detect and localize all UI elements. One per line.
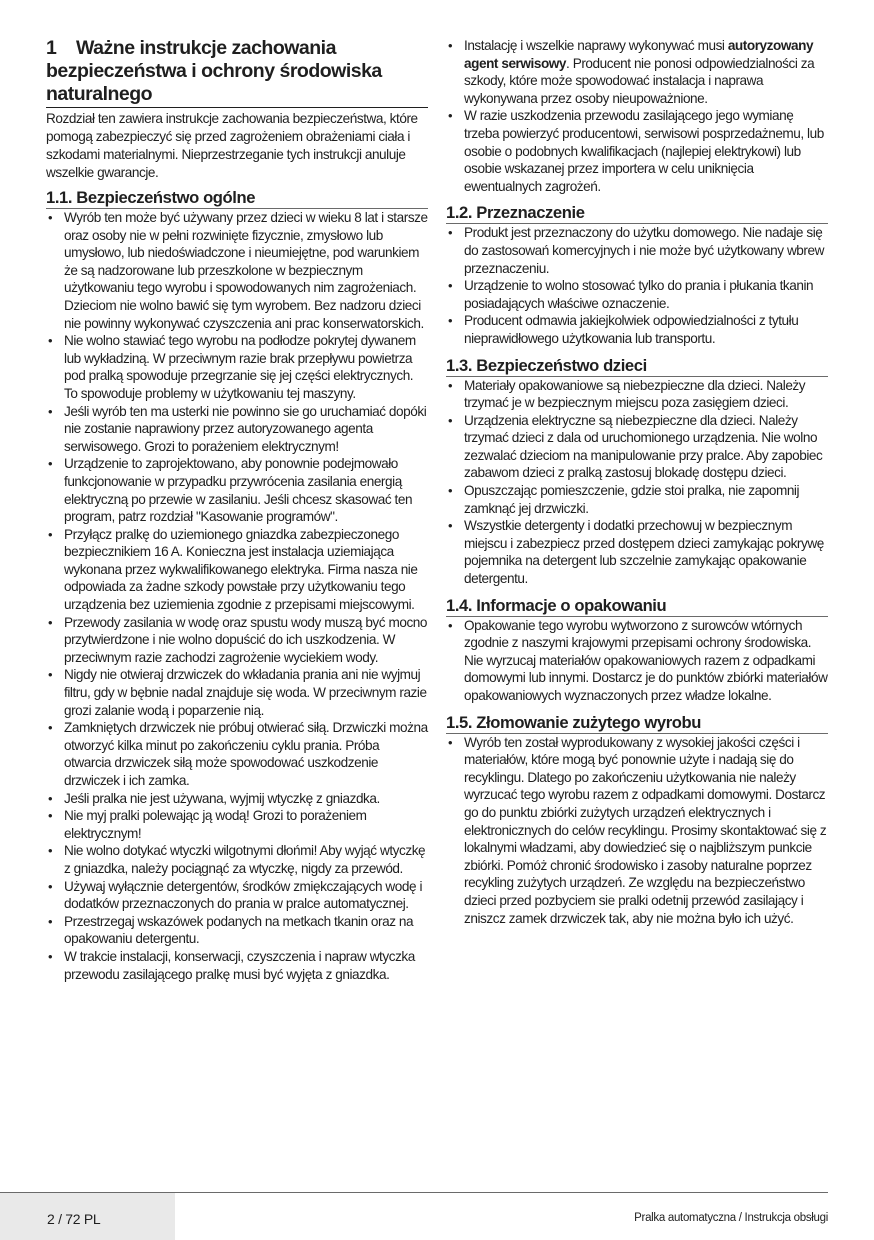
bullet-list-continued [446,37,828,195]
list-item [446,37,828,107]
list-item: • W razie uszkodzenia przewodu zasilającego jego wymianę trzeba powierzyć producentowi, serwisowi posprzedażnemu, lub osobie o podobnych kwalifikacjach (najlepiej elektrykowi) lub osobie wskazanej przez importera w celu uniknięcia ewentualnych zagrożeń. [446,107,828,195]
list-item: • Produkt jest przeznaczony do użytku domowego. Nie nadaje się do zastosowań komercyjnych i nie może być użytkowany wbrew przeznaczeniu. [446,224,828,277]
list-item: • Jeśli pralka nie jest używana, wyjmij wtyczkę z gniazdka. [46,790,428,808]
chapter-intro: Rozdział ten zawiera instrukcje zachowania bezpieczeństwa, które pomogą zabezpieczyć się przed zagrożeniem obrażeniami ciała i szkodami materialnymi. Nieprzestrzeganie tych instrukcji anuluje wszelkie gwarancje. [46,111,418,180]
document-title: Pralka automatyczna / Instrukcja obsługi [634,1212,828,1224]
list-item: • Wyrób ten może być używany przez dzieci w wieku 8 lat i starsze oraz osoby nie w pełni rozwinięte fizycznie, zmysłowo lub umysłowo, lub niedoświadczone i nieumiejętne, pod warunkiem że są nadzorowane lub przeszkolone w bezpiecznym użytkowaniu tego wyrobu i spowodowanych nim zagrożeniach. Dzieciom nie wolno bawić się tym wyrobem. Bez nadzoru dzieci nie powinny wykonywać czyszczenia ani prac konserwatorskich. [46,209,428,332]
bullet-list [446,224,828,347]
chapter-title [46,37,428,108]
list-item: • Przestrzegaj wskazówek podanych na metkach tkanin oraz na opakowaniu detergentu. [46,913,428,948]
chapter-number: 1 [46,37,57,59]
list-item: • Używaj wyłącznie detergentów, środków zmiękczających wodę i dodatków przeznaczonych do prania w pralce automatycznej. [46,878,428,913]
list-item: • Producent odmawia jakiejkolwiek odpowiedzialności z tytułu nieprawidłowego użytkowania lub transportu. [446,312,828,347]
list-item: • W trakcie instalacji, konserwacji, czyszczenia i napraw wtyczka przewodu zasilającego pralkę musi być wyjęta z gniazdka. [46,948,428,983]
list-item: • Urządzenie to zaprojektowano, aby ponownie podejmowało funkcjonowanie w przypadku przywrócenia zasilania energią elektryczną po przewie w zasilaniu. Jeśli chcesz skasować ten program, patrz rozdział "Kasowanie programów". [46,455,428,525]
emphasis-text: autoryzowany agent serwisowy [464,38,814,71]
section-intended-use [446,203,828,347]
list-item: • Opuszczając pomieszczenie, gdzie stoi pralka, nie zapomnij zamknąć jej drzwiczki. [446,482,828,517]
section-heading: 1.3. Bezpieczeństwo dzieci [446,356,828,377]
text-run: . Producent nie ponosi odpowiedzialności za szkody, które może spowodować instalacja i naprawa wykonywana przez osoby nieupoważnione. [464,55,815,106]
section-heading: 1.1. Bezpieczeństwo ogólne [46,188,428,209]
left-column [46,0,428,983]
bullet-list [446,377,828,588]
section-heading: 1.4. Informacje o opakowaniu [446,596,828,617]
section-heading: 1.2. Przeznaczenie [446,203,828,224]
section-disposal [446,713,828,928]
list-item: • Nigdy nie otwieraj drzwiczek do wkładania prania ani nie wyjmuj filtru, gdy w bębnie nadal znajduje się woda. W przeciwnym razie grozi zalanie wodą i poparzenie nią. [46,666,428,719]
list-item: • Przyłącz pralkę do uziemionego gniazdka zabezpieczonego bezpiecznikiem 16 A. Konieczna jest instalacja uziemiająca wykonana przez wykwalifikowanego elektryka. Firma nasza nie odpowiada za żadne szkody powstałe przy użytkowaniu tego urządzenia bez uziemienia zgodnie z przepisami miejscowymi. [46,526,428,614]
text-run: Instalację i wszelkie naprawy wykonywać musi [464,38,728,53]
chapter-title-text: Ważne instrukcje zachowania bezpieczeństwa i ochrony środowiska naturalnego [46,37,382,105]
list-item: • Opakowanie tego wyrobu wytworzono z surowców wtórnych zgodnie z naszymi krajowymi przepisami ochrony środowiska. Nie wyrzucaj materiałów opakowaniowych razem z odpadkami domowymi lub innymi. Dostarcz je do punktów zbiórki materiałów opakowaniowych wyznaczonych przez władze lokalne. [446,617,828,705]
list-item: • Materiały opakowaniowe są niebezpieczne dla dzieci. Należy trzymać je w bezpiecznym miejscu poza zasięgiem dzieci. [446,377,828,412]
list-item: • Jeśli wyrób ten ma usterki nie powinno sie go uruchamiać dopóki nie zostanie naprawiony przez autoryzowanego agenta serwisowego. Grozi to porażeniem elektrycznym! [46,403,428,456]
section-heading: 1.5. Złomowanie zużytego wyrobu [446,713,828,734]
section-packaging-info [446,596,828,705]
list-item: • Wszystkie detergenty i dodatki przechowuj w bezpiecznym miejscu i zabezpiecz przed dostępem dzieci zamykając pokrywę pojemnika na detergent lub szczelnie zamykając opakowanie detergentu. [446,517,828,587]
list-item: • Urządzenie to wolno stosować tylko do prania i płukania tkanin posiadających właściwe oznaczenie. [446,277,828,312]
section-child-safety [446,356,828,588]
bullet-list [446,734,828,928]
list-item: • Wyrób ten został wyprodukowany z wysokiej jakości części i materiałów, które mogą być ponownie użyte i nadają się do recyklingu. Dlatego po zakończeniu użytkowania nie należy wyrzucać tego wyrobu razem z odpadkami domowymi. Dostarcz go do punktu zbiórki zużytych urządzeń elektrycznych i elektronicznych do celów recyklingu. Prosimy skontaktować się z lokalnymi władzami, aby dowiedzieć się o najbliższym punkcie zbiórki. Pomóż chronić środowisko i zasoby naturalne poprzez recykling zużytych urządzeń. Ze względu na bezpieczeństwo dzieci przed pozbyciem sie pralki odetnij przewód zasilający i zniszcz zamek drzwiczek tak, aby nie można było ich użyć. [446,734,828,928]
section-general-safety [46,188,428,983]
list-item: • Nie myj pralki polewając ją wodą! Grozi to porażeniem elektrycznym! [46,807,428,842]
list-item: • Nie wolno dotykać wtyczki wilgotnymi dłońmi! Aby wyjąć wtyczkę z gniazdka, należy pociągnąć za wtyczkę, nigdy za przewód. [46,842,428,877]
list-item: • Nie wolno stawiać tego wyrobu na podłodze pokrytej dywanem lub wykładziną. W przeciwnym razie brak przepływu powietrza pod pralką spowoduje przegrzanie się jej części elektrycznych. To spowoduje problemy w użytkowaniu tej maszyny. [46,332,428,402]
bullet-list [46,209,428,983]
list-item: • Urządzenia elektryczne są niebezpieczne dla dzieci. Należy trzymać dzieci z dala od uruchomionego urządzenia. Nie wolno zezwalać dzieciom na manipulowanie przy pralce. Aby zapobiec zabawom dzieci z pralką zastosuj blokadę dostępu dzieci. [446,412,828,482]
right-column [446,0,828,927]
page-number: 2 / 72 PL [47,1211,101,1227]
list-item: • Przewody zasilania w wodę oraz spustu wody muszą być mocno przytwierdzone i nie wolno dopuścić do ich uszkodzenia. W przeciwnym razie zachodzi zagrożenie wyciekiem wody. [46,614,428,667]
list-item: • Zamkniętych drzwiczek nie próbuj otwierać siłą. Drzwiczki można otworzyć kilka minut po zakończeniu cyklu prania. Próba otwarcia drzwiczek siłą może spowodować uszkodzenie drzwiczek i ich zamka. [46,719,428,789]
bullet-list [446,617,828,705]
